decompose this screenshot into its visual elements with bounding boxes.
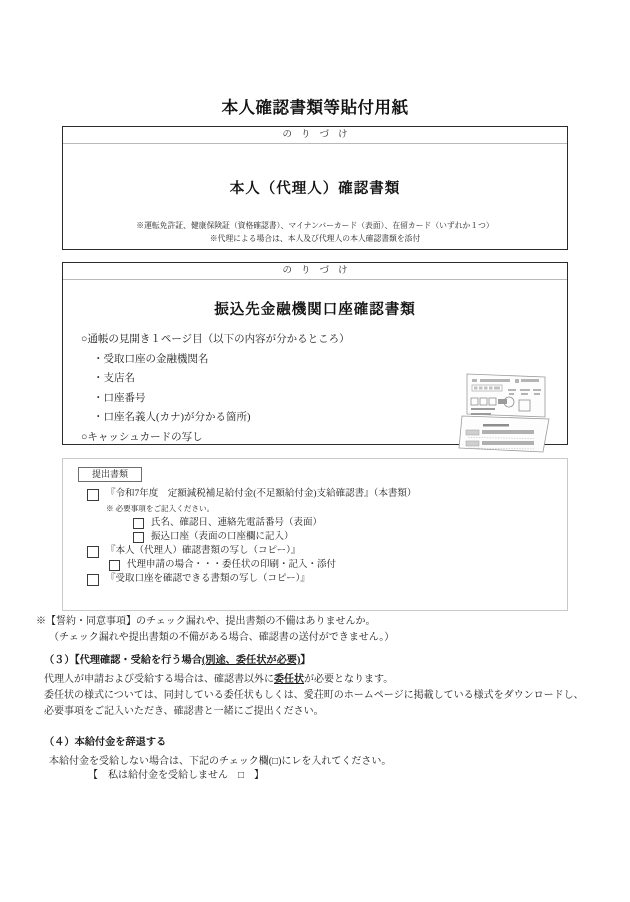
checklist-label: 『受取口座を確認できる書類の写し（コピー）』 — [106, 574, 310, 584]
checklist-row[interactable] — [63, 489, 567, 501]
bank-list-tail: ○キャッシュカードの写し — [81, 431, 203, 443]
warning-note — [36, 614, 606, 646]
checkbox-transfer-account[interactable] — [133, 532, 144, 543]
section3-line-3: 必要事項をご記入いただき、確認書と一緒にご提出ください。 — [44, 706, 324, 718]
section3-line1-emphasis: 委任状 — [274, 674, 304, 685]
identity-document-paste-box — [62, 126, 568, 250]
section3-heading-prefix: （３）【代理確認・受給を行う場合 — [44, 655, 202, 666]
identity-note-1: ※運転免許証、健康保険証（資格確認書）、マイナンバーカード（表面）、在留カード（いずれか１つ） — [136, 221, 494, 230]
section3-line1-a: 代理人が申請および受給する場合は、確認書以外に — [44, 674, 274, 685]
section3-line-2: 委任状の様式については、同封している委任状もしくは、愛荘町のホームページに掲載している様式をダウンロードし、 — [44, 690, 584, 702]
page-title: 本人確認書類等貼付用紙 — [221, 98, 409, 117]
identity-section-heading: 本人（代理人）確認書類 — [229, 181, 401, 197]
checkbox-account-proof-copy[interactable] — [87, 574, 99, 586]
checkbox-confirmation-form[interactable] — [87, 489, 99, 501]
bank-section-heading: 振込先金融機関口座確認書類 — [214, 302, 416, 318]
section4-decline-option[interactable] — [36, 768, 630, 784]
checklist-row[interactable] — [63, 560, 567, 571]
checkbox-identity-copy[interactable] — [87, 546, 99, 558]
section4-line-1: 本給付金を受給しない場合は、下記のチェック欄(□)にレを入れてください。 — [49, 756, 392, 767]
checklist-label: 『本人（代理人）確認書類の写し（コピー）』 — [106, 546, 301, 556]
checklist-row[interactable] — [63, 546, 567, 558]
section4-decline-text: 【 私は給付金を受給しません □ 】 — [88, 770, 265, 781]
glue-label-identity: のりづけ — [63, 127, 567, 144]
section4-heading-text: （４）本給付金を辞退する — [44, 737, 167, 748]
warning-line-2: （チェック漏れや提出書類の不備がある場合、確認書の送付ができません。） — [49, 632, 395, 644]
bank-list-item: ・口座番号 — [93, 392, 146, 404]
checklist-label: 氏名、確認日、連絡先電話番号（表面） — [151, 518, 323, 528]
section3-heading-underline: (別途、委任状が必要) — [201, 655, 301, 666]
submission-checklist — [63, 489, 567, 588]
checklist-label: 振込口座（表面の口座欄に記入） — [151, 532, 294, 542]
section3-line1-c: が必要となります。 — [304, 674, 394, 685]
checklist-label: 『令和7年度 定額減税補足給付金(不足額給付金)支給確認書』（本書類） — [106, 489, 417, 499]
section3-heading-suffix: 】 — [300, 655, 311, 666]
checklist-row[interactable] — [63, 532, 567, 543]
bank-list-item: ・支店名 — [93, 373, 135, 384]
bankbook-illustration — [453, 370, 557, 456]
checkbox-proxy-power-of-attorney[interactable] — [109, 560, 120, 571]
section3-heading — [36, 653, 606, 670]
bank-document-paste-box — [62, 262, 568, 445]
checklist-row[interactable] — [63, 518, 567, 529]
bank-list-item: ・受取口座の金融機関名 — [93, 353, 209, 365]
section4-heading — [36, 735, 606, 752]
bank-list-item: ・口座名義人(カナ)が分かる箇所) — [93, 412, 251, 423]
identity-notes — [63, 220, 567, 246]
section3-line-1 — [36, 672, 606, 688]
checklist-row[interactable] — [63, 574, 567, 586]
warning-line-1: ※【誓約・同意事項】のチェック漏れや、提出書類の不備はありませんか。 — [36, 616, 376, 627]
section3-body — [36, 672, 606, 721]
identity-note-2: ※代理による場合は、本人及び代理人の本人確認書類を添付 — [209, 233, 421, 243]
submission-checklist-box — [62, 458, 568, 611]
glue-label-bank: のりづけ — [63, 263, 567, 280]
checklist-subnote: ※ 必要事項をご記入ください。 — [106, 504, 215, 513]
submission-tag-label: 提出書類 — [78, 467, 142, 482]
checkbox-name-date-phone[interactable] — [133, 518, 144, 529]
bank-list-lead: ○通帳の見開き１ページ目（以下の内容が分かるところ） — [81, 334, 350, 345]
checklist-label: 代理申請の場合・・・委任状の印刷・記入・添付 — [127, 560, 337, 570]
